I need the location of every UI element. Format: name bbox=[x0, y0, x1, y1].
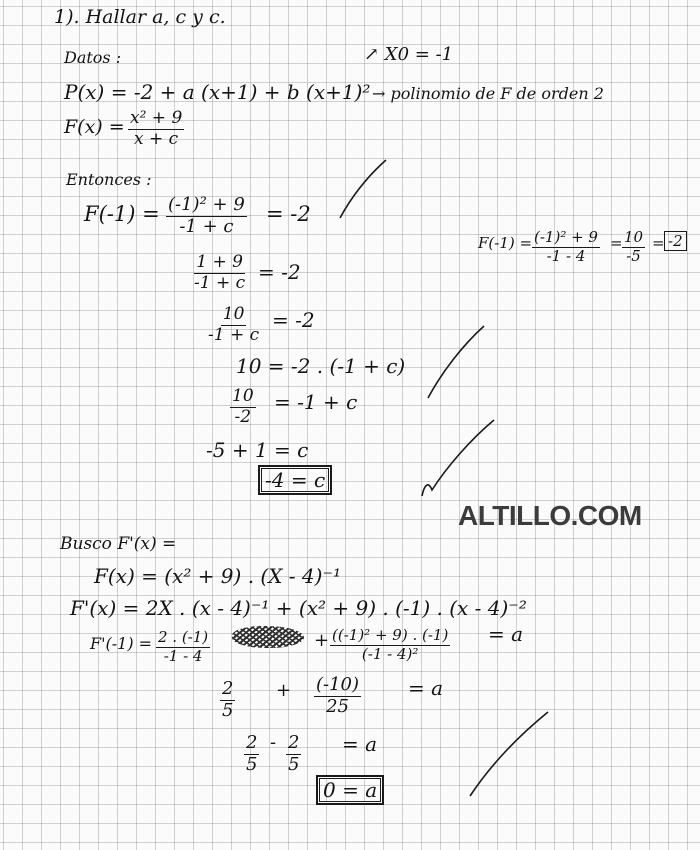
fp-eval-numerator-2: ((-1)² + 9) . (-1) bbox=[332, 626, 449, 644]
check-numerator-2: 10 bbox=[624, 228, 644, 246]
fp-eval-denominator-1: -1 - 4 bbox=[163, 646, 203, 665]
fp-step2-numerator-1: 2 bbox=[222, 678, 234, 699]
busco-label: Busco F'(x) = bbox=[60, 534, 177, 554]
fp-eval-numerator-1: 2 . (-1) bbox=[158, 628, 209, 646]
check-stroke-4 bbox=[470, 712, 548, 796]
check-eq: = bbox=[610, 234, 623, 252]
step2-denominator: -1 + c bbox=[194, 272, 246, 293]
problem-title: 1). Hallar a, c y c. bbox=[54, 6, 226, 28]
step5-denominator: -2 bbox=[234, 406, 252, 427]
derivative-formula: F'(x) = 2X . (x - 4)⁻¹ + (x² + 9) . (-1) . (x - 4)⁻² bbox=[70, 596, 527, 620]
step1-numerator: (-1)² + 9 bbox=[168, 194, 245, 215]
check-numerator: (-1)² + 9 bbox=[534, 228, 598, 246]
function-denominator: x + c bbox=[134, 128, 179, 149]
product-form: F(x) = (x² + 9) . (X - 4)⁻¹ bbox=[94, 564, 342, 588]
function-numerator: x² + 9 bbox=[130, 108, 183, 128]
polynomial-definition: P(x) = -2 + a (x+1) + b (x+1)² bbox=[64, 80, 371, 104]
fp-eval-denominator-2: (-1 - 4)² bbox=[361, 644, 419, 663]
check-stroke-3 bbox=[422, 420, 494, 496]
fp-eval-lhs: F'(-1) = bbox=[90, 634, 153, 653]
fp-step2-plus: + bbox=[276, 680, 292, 701]
step2-numerator: 1 + 9 bbox=[196, 252, 243, 272]
datos-label: Datos : bbox=[64, 48, 122, 67]
fp-step2-denominator-2: 25 bbox=[326, 695, 349, 717]
step3-rhs: = -2 bbox=[272, 308, 315, 332]
step1-rhs: = -2 bbox=[266, 202, 311, 226]
result-a-box: 0 = a bbox=[316, 775, 384, 805]
altillo-watermark: ALTILLO.COM bbox=[458, 500, 642, 531]
step6: -5 + 1 = c bbox=[206, 438, 309, 462]
fp-step3-numerator-1: 2 bbox=[246, 732, 258, 753]
check-eq-2: = bbox=[652, 234, 665, 252]
step5-numerator: 10 bbox=[232, 386, 254, 406]
fp-step2-numerator-2: (-10) bbox=[316, 674, 360, 695]
step4: 10 = -2 . (-1 + c) bbox=[236, 354, 406, 378]
step1-denominator: -1 + c bbox=[179, 215, 234, 237]
check-boxed-result: -2 bbox=[664, 231, 687, 251]
check-lhs: F(-1) = bbox=[478, 234, 533, 252]
check-denominator-2: -5 bbox=[626, 246, 641, 265]
fp-step3-minus: - bbox=[270, 732, 277, 753]
fp-eval-rhs: = a bbox=[488, 622, 524, 646]
step3-denominator: -1 + c bbox=[208, 324, 260, 345]
check-denominator: -1 - 4 bbox=[546, 246, 586, 265]
fp-step2-rhs: = a bbox=[408, 676, 444, 700]
entonces-label: Entonces : bbox=[66, 170, 152, 189]
fp-step2-denominator-1: 5 bbox=[222, 699, 234, 721]
function-lhs: F(x) = bbox=[64, 116, 125, 138]
fp-step3-denominator-2: 5 bbox=[288, 753, 300, 775]
step1-lhs: F(-1) = bbox=[84, 202, 160, 226]
x0-note: ↗ X0 = -1 bbox=[364, 44, 454, 65]
step3-numerator: 10 bbox=[222, 304, 245, 324]
fp-step3-numerator-2: 2 bbox=[288, 732, 300, 753]
check-stroke-2 bbox=[428, 326, 484, 398]
fp-step3-rhs: = a bbox=[342, 732, 378, 756]
fp-eval-plus: + bbox=[314, 630, 330, 651]
step2-rhs: = -2 bbox=[258, 260, 301, 284]
polynomial-note: → polinomio de F de orden 2 bbox=[372, 84, 604, 103]
step5-rhs: = -1 + c bbox=[274, 390, 358, 414]
fp-step3-denominator-1: 5 bbox=[246, 753, 258, 775]
check-stroke-1 bbox=[340, 160, 386, 218]
result-c-box: -4 = c bbox=[258, 465, 332, 495]
